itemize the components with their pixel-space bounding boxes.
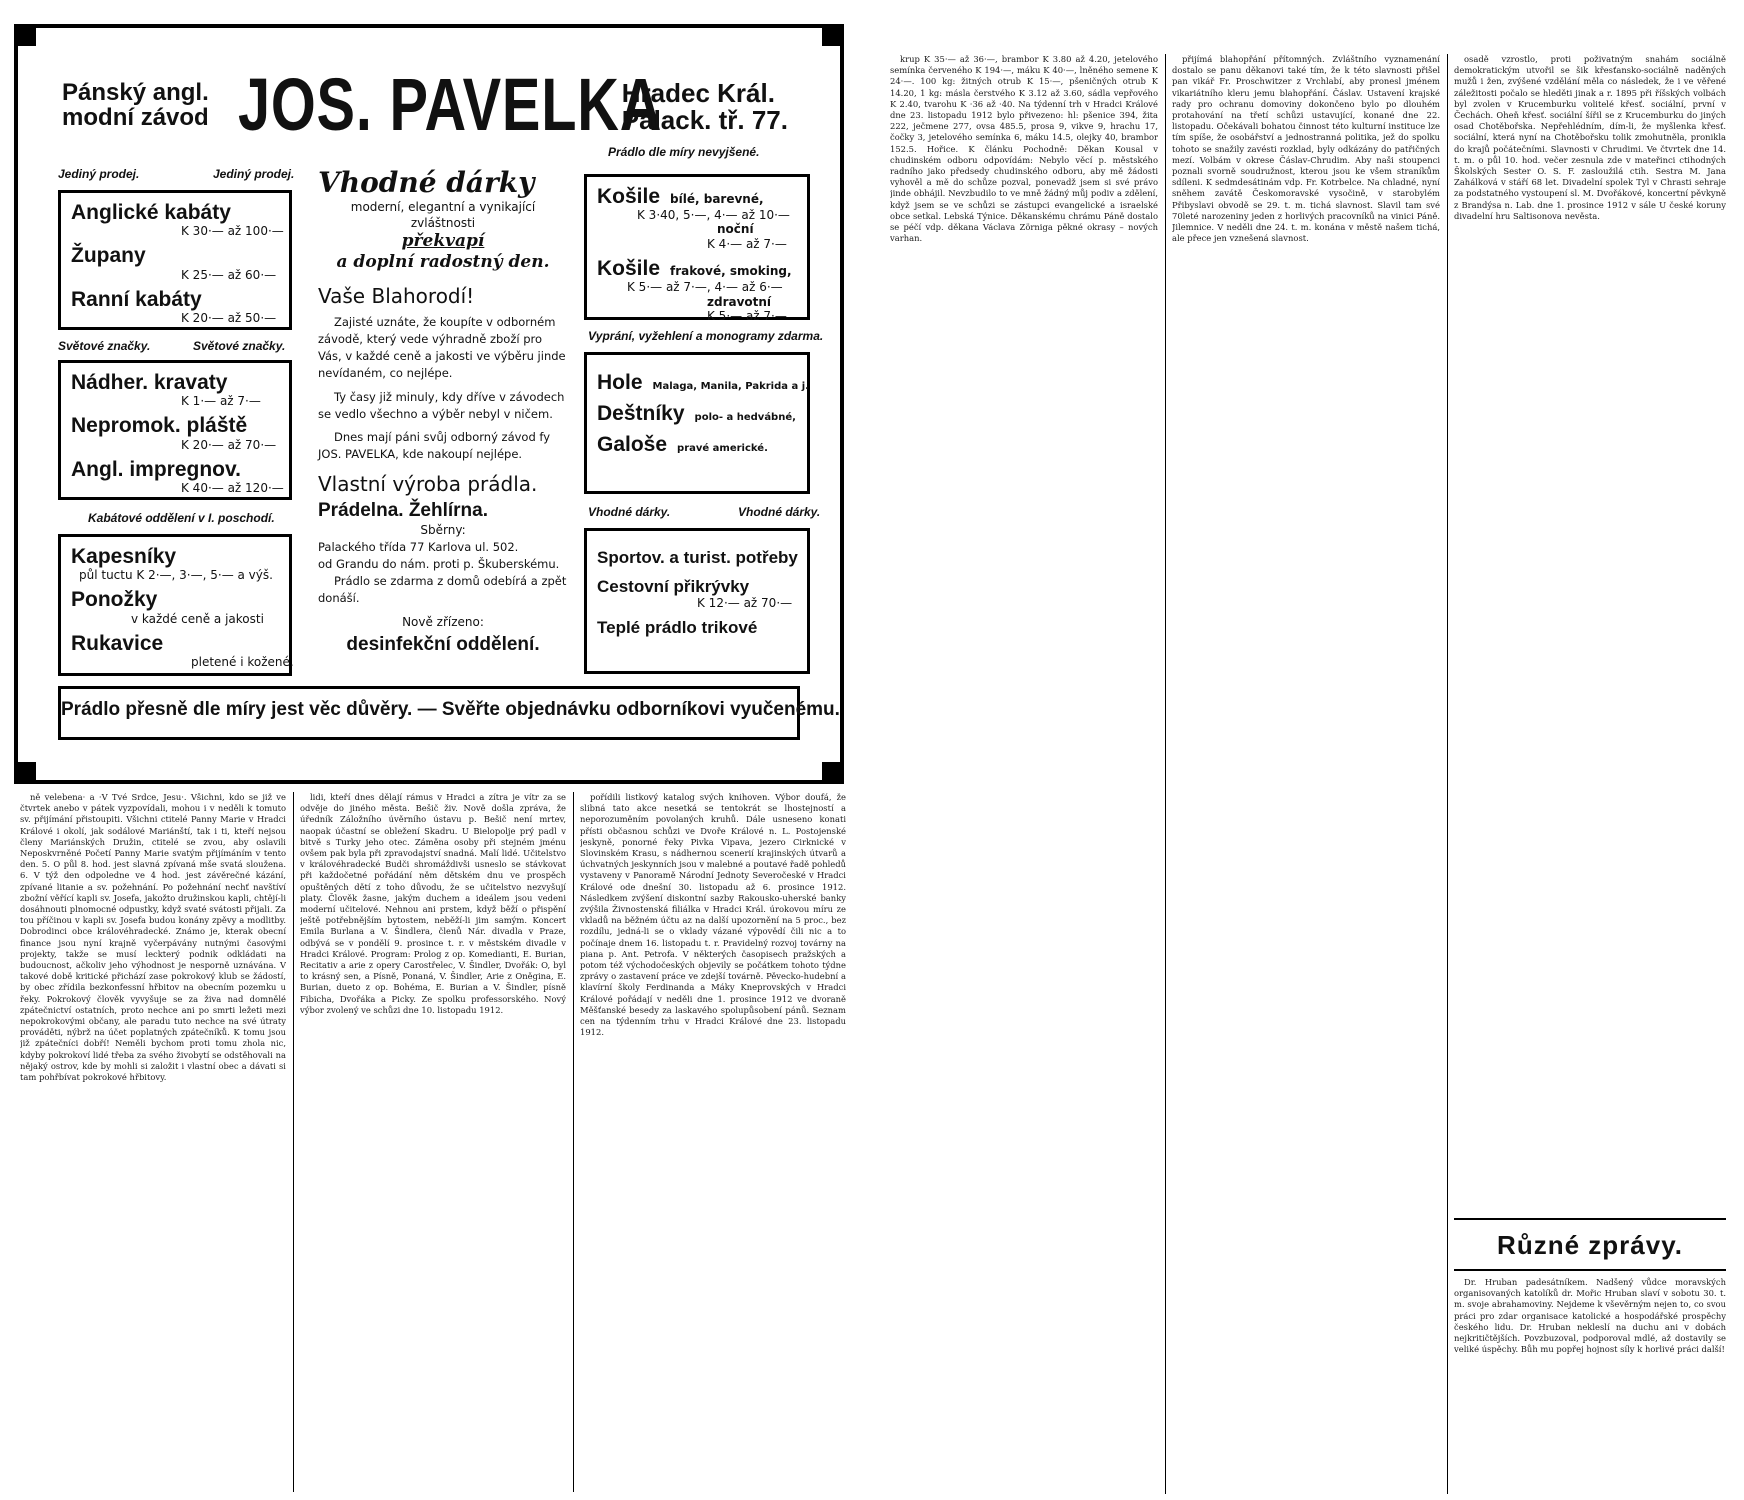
article-text: krup K 35·— až 36·—, brambor K 3.80 až 4.20, jetelového semínka červeného K 194·—, máku K 40·—, lněného semene K 24·—. 100 kg: žitných otrub K 15·—, pšeničných otrub K 14.20, 1 kg: másla čerstvého K 3.12 až 3.60, sádla vepřového K 2.40, tvarohu K ·36 až ·40. Na týdenní trh v Hradci Králové dne 23. listopadu 1912 bylo přivezeno: hl: pšenice 394, žita 222, ječmene 277, ovsa 485.5, prosa 9, vikve 9, hrachu 17, čočky 3, jetelového semínka 6, máku 14.5, olejky 40, brambor 152.5. Hořice. K článku Pochodně: Děkan Kousal v chudinském odboru odpovídám: Nebylo věcí p. městského radního jako předsedy chudinského odboru, aby mě žádosti vyhověl a mě do schůze pozval, ponevadž jsem si své právo jinde obhájil. Nevzbudilo to ve mně žádný můj podiv a zdělení, když jsem se ve schůzi se zástupci evangelické a israelské obce setkal. Lebská Týnice. Děkanskému chrámu Páně dostalo se péčí vdp. děkana Václava Zörniga pěkné okrasy – nových varhan. (890, 54, 1158, 244)
ad-note: Prádlo dle míry nevyjšené. (608, 145, 760, 159)
ad-center-sub: moderní, elegantní a vynikající zvláštnosti (350, 199, 536, 230)
ad-price: půl tuctu K 2·—, 3·—, 5·— a výš. (79, 568, 273, 583)
article-column (1172, 54, 1440, 1494)
article-column (1454, 54, 1726, 1214)
ad-item: zdravotní (707, 294, 772, 309)
various-news-section (1454, 1218, 1726, 1467)
ad-note: Světové značky. (58, 339, 151, 353)
ad-item: noční (717, 222, 754, 237)
article-text: ně velebena· a ·V Tvé Srdce, Jesu·. Všichni, kdo se již ve čtvrtek anebo v pátek vyzpovídali, mohou i v neděli k tomuto sv. přijímání přistoupiti. Všichni ctitelé Panny Marie v Hradci Králové i okolí, jak sodálové Mariánští, tak i ti, kteří nejsou členy Mariánských Družin, ctitelé se zvou, aby oslavili Neposkvrněné Početí Panny Marie svatým přijímáním v tento den. 5. O půl 8. hod. jest slavná zpívaná mše svatá sloužena. 6. V týž den odpoledne ve 4 hod. jest závěrečné kázání, zpívané litanie a sv. požehnání. Po požehnání nechť navštíví zbožní věřící kapli sv. Josefa, jakožto družinskou kapli, chtějí-li dosáhnouti plnomocné odpustky, když svaté svátosti přijali. Za tou příčinou v kapli sv. Josefa budou konány zpěvy a modlitby. Dobrodinci obce královéhradecké. Známo je, kterak obecní finance jsou nyní krajně vyčerpávány nutnými časovými projekty, takže se musí leckterý podnik odkládati na budoucnost, ačkoliv jeho výhodnost je nesporně uznávána. V takové době kritické přichází zase pokrokový klub se žádostí, by obec zřídila bezkonfessní hřbitov na obecním pozemku u řeky. Pokrokový člověk vyvyšuje se za živa nad domnělé zpátečnictví ostatních, proto nechce ani po smrti ležeti mezi nepokrokovými občany, ale paradu tuto nechce na své útraty prováděti, nýbrž na účet poplatných zpátečníků. K tomu jsou již zpátečníci dobří! Neměli bychom proti tomu zhola nic, kdyby pokrokoví lidé třeba za svého živobytí se odstěhovali na nějaký ostrov, kde by mohli si založit i vlastní obec a dávati si tam pohřbívat pokrokové hřbitovy. (20, 792, 286, 1083)
article-text: lidi, kteří dnes dělají rámus v Hradci a zítra je vítr za se odvěje do jiného města. Bešič živ. Nově došla zpráva, že úředník Záložního úvěrního ústavu p. Bešič není mrtev, naopak účastní se obležení Skadru. U Bielopolje prý padl v bitvě s Turky jeho otec. Záměna osoby při stejném jménu ovšem pak byla při zpravodajství snadná. Malí lidé. Učitelstvo v královéhradecké Budči shromáždivši usneslo se stávkovat při každočetné pořádání něm dětském dnu ve prospěch opuštěných dětí z toho důvodu, že se učitelstvo nezvyšují platy. Člověk žasne, jakým duchem a ideálem jsou vedeni moderní učitelové. Nehnou ani prstem, když běží o přispění ještě potřebnějším bytostem, neběží-li jim samým. Koncert Emila Burlana a V. Šindlera, členů Nár. divadla v Praze, odbývá se v pondělí 9. prosince t. r. v městském divadle v Hradci Králové. Program: Prolog z op. Komedianti, E. Burian, Recitativ a arie z opery Carostřelec, V. Šindler, Dvořák: O, byl to krásný sen, a Písně, Ponaná, V. Šindler, Arie z Oněgina, E. Burian, dueto z op. Bohéma, E. Burian a V. Šindler, písně Fibicha, Dvořáka a Picky. Ze spolku professorského. Nový výbor zvolený ve schůzi dne 10. listopadu 1912. (300, 792, 566, 1015)
ad-corner-ornament (14, 24, 36, 46)
ad-price: K 1·— až 7·— (181, 394, 261, 409)
ad-item: Košile bílé, barevné, (597, 185, 764, 208)
ad-price: K 20·— až 50·— (181, 311, 277, 326)
ad-price: v každé ceně a jakosti (131, 611, 264, 626)
ad-own-production: Vlastní výroba prádla. (318, 471, 538, 496)
ad-item: Anglické kabáty (71, 201, 231, 224)
ad-corner-ornament (14, 762, 36, 784)
ad-disinfection: desinfekční oddělení. (346, 633, 540, 655)
ad-greeting: Vaše Blahorodí! (318, 283, 475, 308)
page-gutter (860, 0, 880, 1500)
ad-box-ties (58, 360, 292, 500)
ad-item: Nádher. kravaty (71, 371, 228, 394)
ad-item: Cestovní přikrývky (597, 576, 750, 596)
article-text: pořídili listkový katalog svých knihoven. Výbor doufá, že slibná tato akce nesetká se tentokrát se lhostejností a neporozuměním povolaných kruhů. Dále usneseno konati přísti občasnou schůzi ve Dvoře Králové n. L. Postojenské jeskyně, ponorné řeky Pivka Vipava, jezero Cirknické v Slovinském Krasu, s nádhernou scenerií krajinských útvarů a úchvatných jeskynních jsou v malebné a poutavé řadě pohledů vystaveny v Panoramě Národní Jednoty Severočeské v Hradci Králové ode dnešní 30. listopadu až 6. prosince 1912. Následkem zvýšení diskontní sazby Rakousko-uherské banky zvýšila Živnostenská filiálka v Hradci Král. úrokovou míru ze vkladů na běžném účtu az na další upozornění na 5 proc., bez rozdílu, jedná-li se o vklady vázané výpovědí čili nic a to počínaje dnem 16. listopadu t. r. Pravidelný rozvoj továrny na piana p. Ant. Petrofa. V některých časopisech pražských a potom též východočeských objevily se počátkem tohoto týdne zprávy o zastavení práce ve zdejší továrně. Pěvecko-hudební a klavírní školy Ferdinanda a Máky Kneprovských v Hradci Králové pořádají v neděli dne 1. prosince 1912 ve dvoraně Měšťanské besedy za laskavého spolupůsobení pánů. Seznam cen na týdenním trhu v Hradci Králové dne 23. listopadu 1912. (580, 792, 846, 1038)
ad-item: Sportov. a turist. potřeby (597, 548, 798, 567)
left-page (0, 0, 860, 1500)
ad-note: Vhodné dárky. (738, 505, 821, 519)
ad-price: K 3·40, 5·—, 4·— až 10·— (637, 208, 790, 223)
column-rule (1447, 54, 1448, 1494)
ad-price: K 20·— až 70·— (181, 437, 277, 452)
ad-center-complete: a doplní radostný den. (336, 252, 550, 273)
ad-center-column (318, 168, 568, 657)
ad-box-canes (584, 352, 810, 494)
ad-address: Hradec Král. Palack. tř. 77. (621, 78, 788, 136)
ad-item: Ranní kabáty (71, 287, 202, 311)
ad-item: Teplé prádlo trikové (597, 617, 758, 637)
ad-corner-ornament (822, 762, 844, 784)
ad-price: pletené i kožené. (191, 655, 294, 670)
column-rule (1165, 54, 1166, 1494)
ad-collection-line: Palackého třída 77 Karlova ul. 502. (318, 539, 519, 554)
ad-paragraph: Dnes mají páni svůj odborný závod fy JOS. PAVELKA, kde nakoupí nejlépe. (318, 430, 551, 462)
ad-box-sports (584, 528, 810, 674)
ad-price: K 40·— až 120·— (181, 481, 284, 496)
ad-note: Vyprání, vyžehlení a monogramy zdarma. (588, 329, 824, 343)
section-heading: Různé zprávy. (1497, 1230, 1683, 1260)
ad-collection-label: Sběrny: (420, 523, 466, 538)
article-text: osadě vzrostlo, proti poživatným snahám sociálně demokratickým utvořil se šik křesťansko-sociálně naděných mužů i žen, zvýšené vzdělání měla co následek, že i ve věřené záležitosti počalo se hleděti jinak a r. 1895 při říšských volbách byl zvolen v Krucemburku volitelé křesť. sociální, první v Čechách. Oheň křesť. sociální šířil se z Krucemburku do jiných osad Chotěbořska. Nepřehlédním, dím-li, že myšlenka křesť. sociální, která nyní na Chotěbořsku tolik zmohutněla, pronikla do krajů počátečními. Slavnosti v Chrudimi. Ve čtvrtek dne 14. t. m. o půl 10. hod. večer zesnula zde v mateřinci ctihodných Školských Sester O. S. F. zasloužilá ctih. Sestra M. Jana Zahálková v stáří 68 let. Divadelní spolek Tyl v Chrasti sehraje za podstatného vystoupení sl. M. Dvořákové, koncertní pěvkyně z Brandýsa n. Lab. dne 1. prosince 1912 v sále U české koruny divadelní hru Saltisonova nevěsta. (1454, 54, 1726, 221)
ad-center-surprise: překvapí (401, 231, 485, 252)
article-column (300, 792, 566, 1492)
ad-price: K 30·— až 100·— (181, 224, 284, 239)
column-rule (293, 792, 294, 1492)
ad-price: K 4·— až 7·— (707, 236, 787, 251)
pavelka-advertisement (14, 24, 844, 784)
ad-item: Angl. impregnov. (71, 457, 241, 481)
ad-item: Rukavice (71, 631, 164, 655)
ad-price: K 5·— až 7·— (707, 309, 787, 324)
ad-laundry: Prádelna. Žehlírna. (318, 499, 488, 521)
ad-note: Jediný prodej. (213, 167, 295, 181)
ad-shop-type: Pánský angl. modní závod (62, 79, 209, 132)
ad-box-shirts (584, 174, 810, 324)
column-rule (573, 792, 574, 1492)
article-column (580, 792, 846, 1492)
ad-center-title: Vhodné dárky (318, 166, 535, 199)
ad-item: Kapesníky (71, 545, 177, 568)
ad-price: K 25·— až 60·— (181, 267, 277, 282)
ad-paragraph: Ty časy již minuly, kdy dříve v závodech se vedlo všechno a výběr nebyl v ničem. (318, 389, 565, 421)
ad-price: K 12·— až 70·— (697, 596, 793, 611)
article-column (20, 792, 286, 1492)
right-page (880, 0, 1744, 1500)
ad-item: Deštníky polo- a hedvábné, (597, 402, 796, 426)
ad-item: Hole Malaga, Manila, Pakrida a j. (597, 371, 809, 394)
article-text: přijímá blahopřání přítomných. Zvláštního vyznamenání dostalo se panu děkanovi také tím, že k této slavnosti přišel pan vikář Fr. Proschwitzer z Vrchlabí, aby pronesl jménem vikariátního kleru jemu blahopřání. Čáslav. Ustavení krajské rady pro ochranu domoviny dokončeno bylo po dlouhém protahování na třetí schůzi ustavující, konané dne 22. listopadu. Očekávali bohatou činnost této kulturní instituce lze tím spíše, že osobářství a jednostranná politika, jež do spolku tohoto se snažily zavésti rozklad, byly odkázány do patřičných mezí. Volbám v okrese Čáslav-Chrudim. Aby naši stoupenci poznali svorně soudružnost, kterou jsou ke všem straníkům sdíleni. K sedmdesátinám vdp. Fr. Kotrbelce. Na chladné, nyní sněhem zavátě Českomoravské vysočině, v starobylém Přibyslavi obvodě se 29. t. m. tichá slavnost. Slavil tam své 70leté narozeniny jeden z horlivých pracovníků na vinici Páně. Jilemnice. V neděli dne 24. t. m. konána v městě našem tichá, ale přece jen vznešená slavnost. (1172, 54, 1440, 244)
article-text: Dr. Hruban padesátníkem. Nadšený vůdce moravských organisovaných katolíků dr. Mořic Hruban slaví v sobotu 30. t. m. svoje abrahamoviny. Nejdeme k vševěrným nejen to, co svou práci pro zdar organisace katolické a hospodářské prospěchy českého lidu. Dr. Hruban nekleslí na duchu ani v dobách nejkritičtějších. Povzbuzoval, podporoval mdlé, až dostavily se veliké úspěchy. Bůh mu popřej hojnost síly k horlivé práci další! (1454, 1277, 1726, 1355)
article-column (890, 54, 1158, 1494)
ad-item: Nepromok. pláště (71, 414, 248, 438)
ad-corner-ornament (822, 24, 844, 46)
ad-note: Světové značky. (193, 339, 286, 353)
ad-slogan-box: Prádlo přesně dle míry jest věc důvěry. — Svěřte objednávku odborníkovi vyučenému. (58, 686, 800, 740)
ad-paragraph: Prádlo se zdarma z domů odebírá a zpět donáší. (318, 574, 567, 606)
ad-box-coats (58, 190, 292, 330)
article-column (1454, 1277, 1726, 1467)
ad-item: Košile frakové, smoking, (597, 257, 792, 281)
ad-paragraph: Zajisté uznáte, že koupíte v odborném závodě, který vede výhradně zboží pro Vás, v každé ceně a jakosti ve výběru jinde nevídaném, co nejlépe. (318, 314, 566, 381)
ad-item: Galoše pravé americké. (597, 433, 768, 457)
ad-price: K 5·— až 7·—, 4·— až 6·— (627, 280, 783, 295)
section-rule (1454, 1269, 1726, 1271)
ad-box-handkerchiefs (58, 534, 292, 676)
ad-note: Vhodné dárky. (588, 505, 671, 519)
ad-item: Župany (71, 244, 146, 268)
ad-note: Jediný prodej. (58, 167, 140, 181)
ad-brand-name: JOS. PAVELKA (238, 63, 663, 146)
ad-new-label: Nově zřízeno: (402, 614, 484, 629)
ad-collection-line: od Grandu do nám. proti p. Škuberskému. (318, 556, 560, 571)
ad-note: Kabátové oddělení v I. poschodí. (88, 511, 275, 525)
ad-item: Ponožky (71, 588, 158, 612)
section-rule (1454, 1218, 1726, 1220)
